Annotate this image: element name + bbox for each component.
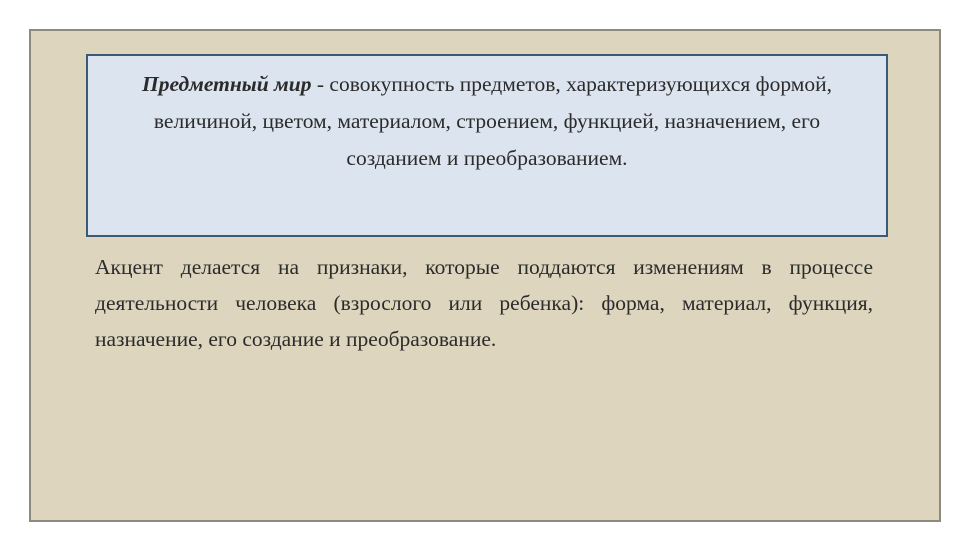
definition-text: - совокупность предметов, характеризующихся формой, величиной, цветом, материалом, строением, функцией, назначением, его созданием и преобразованием.: [153, 72, 832, 170]
body-paragraph: Акцент делается на признаки, которые поддаются изменениям в процессе деятельности человека (взрослого или ребенка): форма, материал, функция, назначение, его создание и преобразование.: [95, 255, 873, 351]
definition-term: Предметный мир: [142, 72, 312, 96]
definition-box: [86, 54, 888, 237]
slide: [29, 29, 941, 522]
